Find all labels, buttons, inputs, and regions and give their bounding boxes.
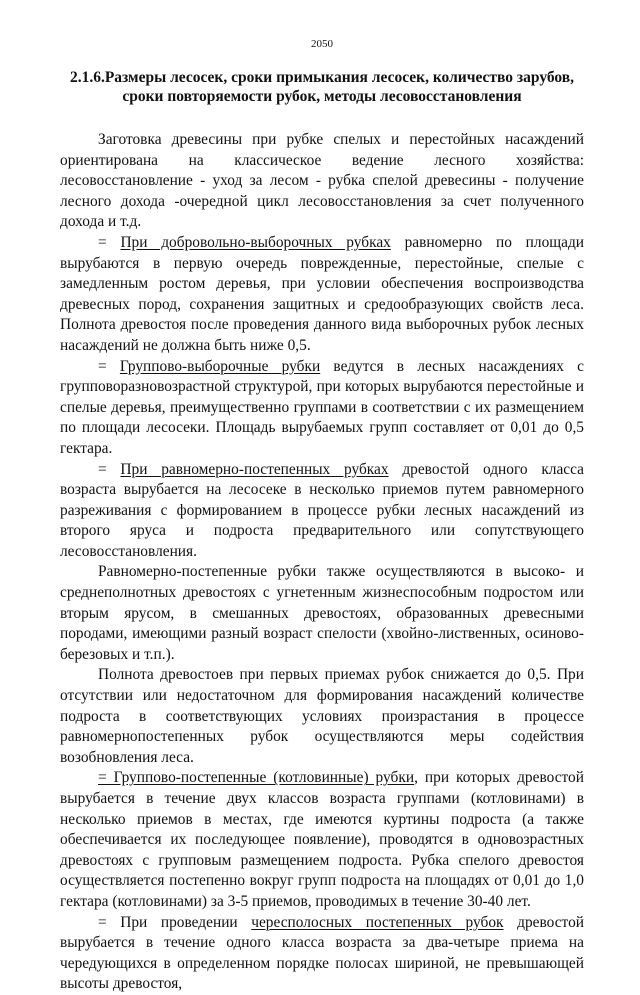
paragraph: = При проведении чересполосных постепенных рубок древостой вырубается в течение одного класса возраста за два-четыре приема на чередующихся в определенном порядке полосах шириной, не превышающей высоты древостоя,: [60, 913, 584, 993]
underlined-term: = Группово-постепенные (котловинные) рубки: [98, 769, 415, 787]
page-number: 2050: [311, 38, 333, 50]
paragraph: Полнота древостоев при первых приемах рубок снижается до 0,5. При отсутствии или недостаточном для формирования насаждений количестве подроста в соответствующих условиях произрастания в процессе равномернопостепенных рубок осуществляются меры содействия возобновления леса.: [60, 666, 584, 766]
paragraph: = При добровольно-выборочных рубках равномерно по площади вырубаются в первую очередь поврежденные, перестойные, спелые с замедленным ростом деревья, при условии обеспечения воспроизводства древесных пород, сохранения защитных и средообразующих свойств леса. Полнота древостоя после проведения данного вида выборочных рубок лесных насаждений не должна быть ниже 0,5.: [60, 233, 585, 354]
paragraph: Равномерно-постепенные рубки также осуществляются в высоко- и среднеполнотных древостоях с угнетенным жизнеспособным подростом или вторым ярусом, в смешанных древостоях, образованных древесными породами, имеющими разный возраст спелости (хвойно-лиственных, осиново-березовых и т.п.).: [60, 563, 584, 663]
paragraph: Заготовка древесины при рубке спелых и перестойных насаждений ориентирована на классическое ведение лесного хозяйства: лесовосстановление - уход за лесом - рубка спелой древесины - получение лесного дохода -очередной цикл лесовосстановления за счет полученного дохода и т.д.: [60, 131, 584, 231]
section-heading: 2.1.6.Размеры лесосек, сроки примыкания лесосек, количество зарубов, сроки повторяемости рубок, методы лесовосстановления: [69, 69, 575, 105]
paragraph: = Группово-постепенные (котловинные) рубки, при которых древостой вырубается в течение двух классов возраста группами (котловинами) в несколько приемов в местах, где имеются куртины подроста (а также обеспечивается их последующее появление), проводятся в одновозрастных древостоях с групповым размещением подроста. Рубка спелого древостоя осуществляется постепенно вокруг групп подроста на площадях от 0,01 до 1,0 гектара (котловинами) за 3-5 приемов, проводимых в течение 30-40 лет.: [60, 769, 584, 910]
paragraph: = При равномерно-постепенных рубках древостой одного класса возраста вырубается на лесосеке в несколько приемов путем равномерного разреживания с формированием в процессе рубки лесных насаждений из второго яруса и подроста предварительного или сопутствующего лесовосстановления.: [60, 460, 584, 560]
underlined-term: При добровольно-выборочных рубках: [120, 233, 391, 251]
underlined-term: При равномерно-постепенных рубках: [120, 460, 389, 478]
paragraph: = Группово-выборочные рубки ведутся в лесных насаждениях с групповоразновозрастной структурой, при которых вырубаются перестойные и спелые деревья, преимущественно группами в соответствии с их размещением по площади лесосеки. Площадь вырубаемых групп составляет от 0,01 до 0,5 гектара.: [60, 357, 585, 457]
underlined-term: чересполосных постепенных рубок: [251, 913, 504, 931]
body-text: [60, 130, 584, 995]
underlined-term: Группово-выборочные рубки: [119, 357, 321, 375]
